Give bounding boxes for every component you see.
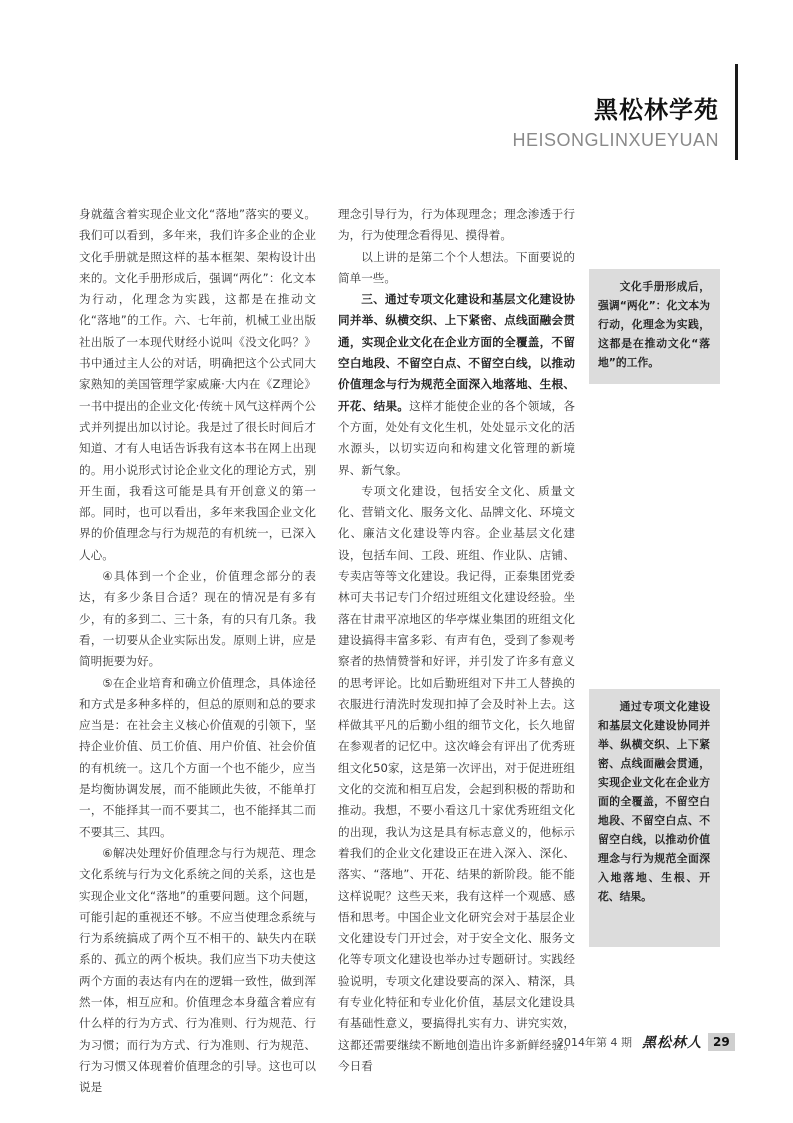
- middle-column: [338, 204, 575, 1077]
- mid-paragraph-1: 理念引导行为，行为体现理念；理念渗透于行为，行为使理念看得见、摸得着。: [338, 207, 575, 243]
- mid-paragraph-4: 专项文化建设，包括安全文化、质量文化、营销文化、服务文化、品牌文化、环境文化、廉洁文化建设等内容。企业基层文化建设，包括车间、工段、班组、作业队、店铺、专卖店等等文化建设。我记得，正泰集团党委林可夫书记专门介绍过班组文化建设经验。坐落在甘肃平凉地区的华亭煤业集团的班组文化建设搞得丰富多彩、有声有色，受到了参观考察者的热情赞誉和好评，并引发了许多有意义的思考评论。比如后勤班组对下井工人替换的衣服进行清洗时发现扣掉了会及时补上去。这样做其平凡的后勤小组的细节文化，长久地留在参观者的记忆中。这次峰会有评出了优秀班组文化50家，这是第一次评出，对于促进班组文化的交流和相互启发，会起到积极的帮助和推动。我想，不要小看这几十家优秀班组文化的出现，我认为这是具有标志意义的，他标示着我们的企业文化建设正在进入深入、深化、落实、“落地”、开花、结果的新阶段。能不能这样说呢？这些天来，我有这样一个观感、感悟和思考。中国企业文化研究会对于基层企业文化建设专门开过会，对于安全文化、服务文化等专项文化建设也举办过专题研讨。实践经验说明，专项文化建设要高的深入、精深，具有专业化特征和专业化价值，基层文化建设具有基础性意义，要搞得扎实有力、讲究实效，这都还需要继续不断地创造出许多新鲜经验。今日看: [338, 483, 575, 1073]
- mid-paragraph-3: [338, 289, 575, 481]
- left-paragraph-1: 身就蕴含着实现企业文化“落地”落实的要义。我们可以看到，多年来，我们许多企业的企业文化手册就是照这样的基本框架、架构设计出来的。文化手册形成后，强调“两化”：化文本为行动，化理念为实践，这都是在推动文化“落地”的工作。六、七年前，机械工业出版社出版了一本现代财经小说叫《没文化吗？》书中通过主人公的对话，明确把这个公式同大家熟知的美国管理学家威廉·大内在《Z理论》一书中提出的企业文化·传统＋风气这样两个公式并列提出加以讨论。我是过了很长时间后才知道、才有人电话告诉我有这本书在网上出现的。用小说形式讨论企业文化的理论方式，别开生面，我看这可能是具有开创意义的第一部。同时，也可以看出，多年来我国企业文化界的价值理念与行为规范的有机统一，已深入人心。: [79, 207, 316, 562]
- magazine-logo: 黑松林人: [642, 1035, 702, 1051]
- pull-quote-1-text: 文化手册形成后，强调“两化”：化文本为行动，化理念为实践，这都是在推动文化“落地”的工作。: [598, 280, 710, 369]
- section-title: 黑松林学苑: [594, 96, 719, 124]
- left-paragraph-4: ⑥解决处理好价值理念与行为规范、理念文化系统与行为文化系统之间的关系，这也是实现企业文化“落地”的重要问题。这个问题，可能引起的重视还不够。不应当使理念系统与行为系统搞成了两个互不相干的、缺失内在联系的、孤立的两个板块。我们应当下功夫使这两个方面的表达有内在的逻辑一致性，做到浑然一体，相互应和。价值理念本身蕴含着应有什么样的行为方式、行为准则、行为规范、行为习惯；而行为方式、行为准则、行为规范、行为习惯又体现着价值理念的引导。这也可以说是: [79, 845, 316, 1095]
- pull-quote-1: [589, 269, 720, 384]
- mid-paragraph-3-rest: 这样才能使企业的各个领域，各个方面，处处有文化生机，处处显示文化的活水源头，以切实迈向和构建文化管理的新境界、新气象。: [338, 398, 575, 477]
- section-heading-three: 三、通过专项文化建设和基层文化建设协同并举、纵横交织、上下紧密、点线面融会贯通，实现企业文化在企业方面的全覆盖，不留空白地段、不留空白点、不留空白线，以推动价值理念与行为规范全面深入地落地、生根、开花、结果。: [338, 292, 575, 413]
- issue-label: 2014年第 4 期: [557, 1036, 632, 1049]
- pull-quote-2: [589, 689, 720, 947]
- pull-quote-2-text: 通过专项文化建设和基层文化建设协同并举、纵横交织、上下紧密、点线面融会贯通，实现企业文化在企业方面的全覆盖，不留空白地段、不留空白点、不留空白线，以推动价值理念与行为规范全面深入地落地、生根、开花、结果。: [598, 700, 710, 903]
- mid-paragraph-2: 以上讲的是第二个个人想法。下面要说的简单一些。: [338, 249, 575, 285]
- left-paragraph-2: ④具体到一个企业，价值理念部分的表达，有多少条目合适？现在的情况是有多有少，有的多到二、三十条，有的只有几条。我看，一切要从企业实际出发。原则上讲，应是简明扼要为好。: [79, 569, 316, 669]
- page-footer: [557, 1033, 735, 1051]
- section-subtitle: HEISONGLINXUEYUAN: [512, 130, 719, 150]
- header-vertical-bar: [735, 64, 738, 160]
- page-number: 29: [708, 1033, 735, 1051]
- left-paragraph-3: ⑤在企业培育和确立价值理念，具体途径和方式是多种多样的，但总的原则和总的要求应当是：在社会主义核心价值观的引领下，坚持企业价值、员工价值、用户价值、社会价值的有机统一。这几个方面一个也不能少，应当是均衡协调发展，而不能顾此失彼，不能单打一，不能择其一而不要其二，也不能择其二而不要其三、其四。: [79, 675, 316, 839]
- left-column: [79, 204, 316, 1098]
